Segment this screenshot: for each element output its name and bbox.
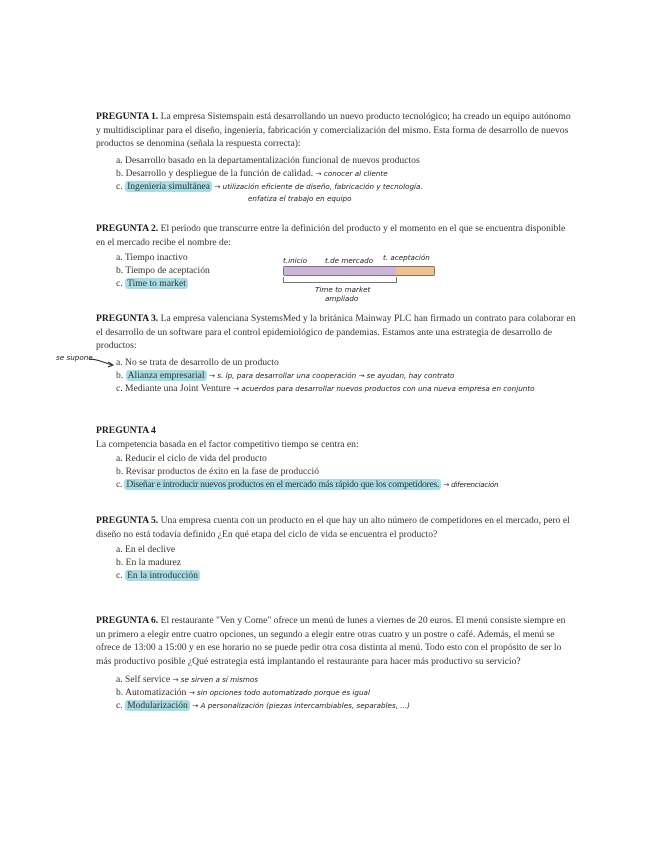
option-b: b. Desarrollo y despliegue de la función de calidad. → conocer al cliente [116, 167, 388, 179]
timeline-bar [283, 266, 435, 276]
option-a: a. Self service → se sirven a sí mismos [116, 674, 259, 686]
arrow-icon [88, 356, 116, 368]
diagram-label-mid: t.de mercado [325, 256, 374, 265]
option-c: c. Modularización → A personalización (piezas intercambiables, separables, ...) [116, 700, 410, 712]
question-text: El periodo que transcurre entre la definición del producto y el momento en el que se encuentra disponible en el mercado recibe el nombre de: [96, 223, 566, 248]
highlighted-answer: Time to market [127, 278, 186, 289]
question-text: La empresa valenciana SystemsMed y la británica Mainway PLC han firmado un contrato para colaborar en el desarrollo de un software para el control epidemiológico de pandemias. Estamos ante una estrategia de desarrollo de productos: [96, 313, 576, 352]
option-b: b. Automatización → sin opciones todo automatizado porque es igual [116, 687, 370, 699]
handwritten-note: → sin opciones todo automatizado porque es igual [188, 688, 370, 698]
question-title: PREGUNTA 6. [96, 615, 159, 626]
question-title: PREGUNTA 3. [96, 313, 159, 324]
question-title: PREGUNTA 1. [96, 111, 159, 122]
option-c: c. Mediante una Joint Venture → acuerdos para desarrollar nuevos productos con una nueva empresa en conjunto [116, 382, 535, 394]
diagram-label-below: Time to market [315, 285, 371, 294]
question-4 [96, 424, 576, 492]
handwritten-note: → A personalización (piezas intercambiables, separables, ...) [192, 701, 410, 711]
handwritten-note: enfatiza el trabajo en equipo [248, 193, 352, 203]
question-text: La competencia basada en el factor competitivo tiempo se centra en: [96, 438, 359, 450]
highlighted-answer: Alianza empresarial [127, 369, 205, 381]
question-text: La empresa Sistemspain está desarrollando un nuevo producto tecnológico; ha creado un equipo autónomo y multidisciplinar para el diseño, ingeniería, fabricación y comercialización del mismo. Esta forma de desarrollo de nuevos productos se denomina (señala la respuesta correcta): [96, 111, 571, 150]
question-6 [96, 614, 576, 713]
question-title: PREGUNTA 2. [96, 223, 159, 234]
question-title: PREGUNTA 4 [96, 425, 156, 436]
highlighted-answer: En la introducción [127, 570, 198, 581]
question-5 [96, 514, 576, 583]
highlighted-answer: Ingeniería simultánea [127, 180, 210, 192]
highlighted-answer: Modularización [127, 700, 188, 712]
option-a: a. No se trata de desarrollo de un producto [116, 356, 279, 368]
option-a: a. Reducir el ciclo de vida del producto [116, 453, 267, 465]
highlighted-answer: Diseñar e introducir nuevos productos en el mercado más rápido que los competidores. [126, 479, 440, 490]
diagram-label-start: t.inicio [283, 256, 307, 265]
option-b: b. En la madurez [116, 557, 181, 569]
timeline-segment-market [284, 267, 396, 275]
handwritten-note: → diferenciación [443, 480, 499, 489]
question-3 [96, 312, 576, 396]
handwritten-note: → se sirven a sí mismos [172, 675, 259, 685]
option-a: a. En el declive [116, 544, 176, 556]
option-c: c. En la introducción [116, 570, 198, 581]
handwritten-note: → s. lp, para desarrollar una cooperación → se ayudan, hay contrato [208, 370, 455, 380]
handwritten-note: → conocer al cliente [315, 168, 388, 178]
side-note: se supone [56, 353, 93, 362]
handwritten-note: → acuerdos para desarrollar nuevos productos con una nueva empresa en conjunto [233, 383, 535, 393]
timeline-segment-acceptance [396, 267, 434, 275]
timeline-brace [283, 277, 397, 283]
option-b: b. Tiempo de aceptación [116, 265, 210, 277]
question-text: Una empresa cuenta con un producto en el que hay un alto número de competidores en el mercado, pero el diseño no está todavía definido ¿En qué etapa del ciclo de vida se encuentra el producto? [96, 515, 570, 540]
option-a: a. Desarrollo basado en la departamentalización funcional de nuevos productos [116, 154, 420, 166]
handwritten-note: → utilización eficiente de diseño, fabricación y tecnología. [214, 181, 423, 191]
diagram-label-end: t. aceptación [383, 253, 430, 262]
option-c: c. Time to market [116, 278, 186, 289]
option-c: c. Diseñar e introducir nuevos productos en el mercado más rápido que los competidores. → diferenciación [116, 479, 499, 490]
question-1 [96, 110, 576, 204]
diagram-label-below-2: ampliado [325, 294, 359, 303]
option-b: b. Revisar productos de éxito en la fase de producció [116, 466, 320, 478]
question-text: El restaurante "Ven y Come" ofrece un menú de lunes a viernes de 20 euros. El menú consiste siempre en un primero a elegir entre cuatro opciones, un segundo a elegir entre otras cuatro y un postre o café. Además, el menú se ofrece de 13:00 a 15:00 y en ese horario no se puede pedir otra cosa distinta al menú. Todo esto con el propósito de ser lo más productivo posible ¿Qué estrategia está implantando el restaurante para hacer más productivo su servicio? [96, 615, 566, 667]
option-a: a. Tiempo inactivo [116, 252, 188, 264]
question-title: PREGUNTA 5. [96, 515, 159, 526]
option-c: c. Ingeniería simultánea → utilización eficiente de diseño, fabricación y tecnología. [116, 180, 423, 192]
option-b: b. Alianza empresarial → s. lp, para desarrollar una cooperación → se ayudan, hay contrato [116, 369, 455, 381]
